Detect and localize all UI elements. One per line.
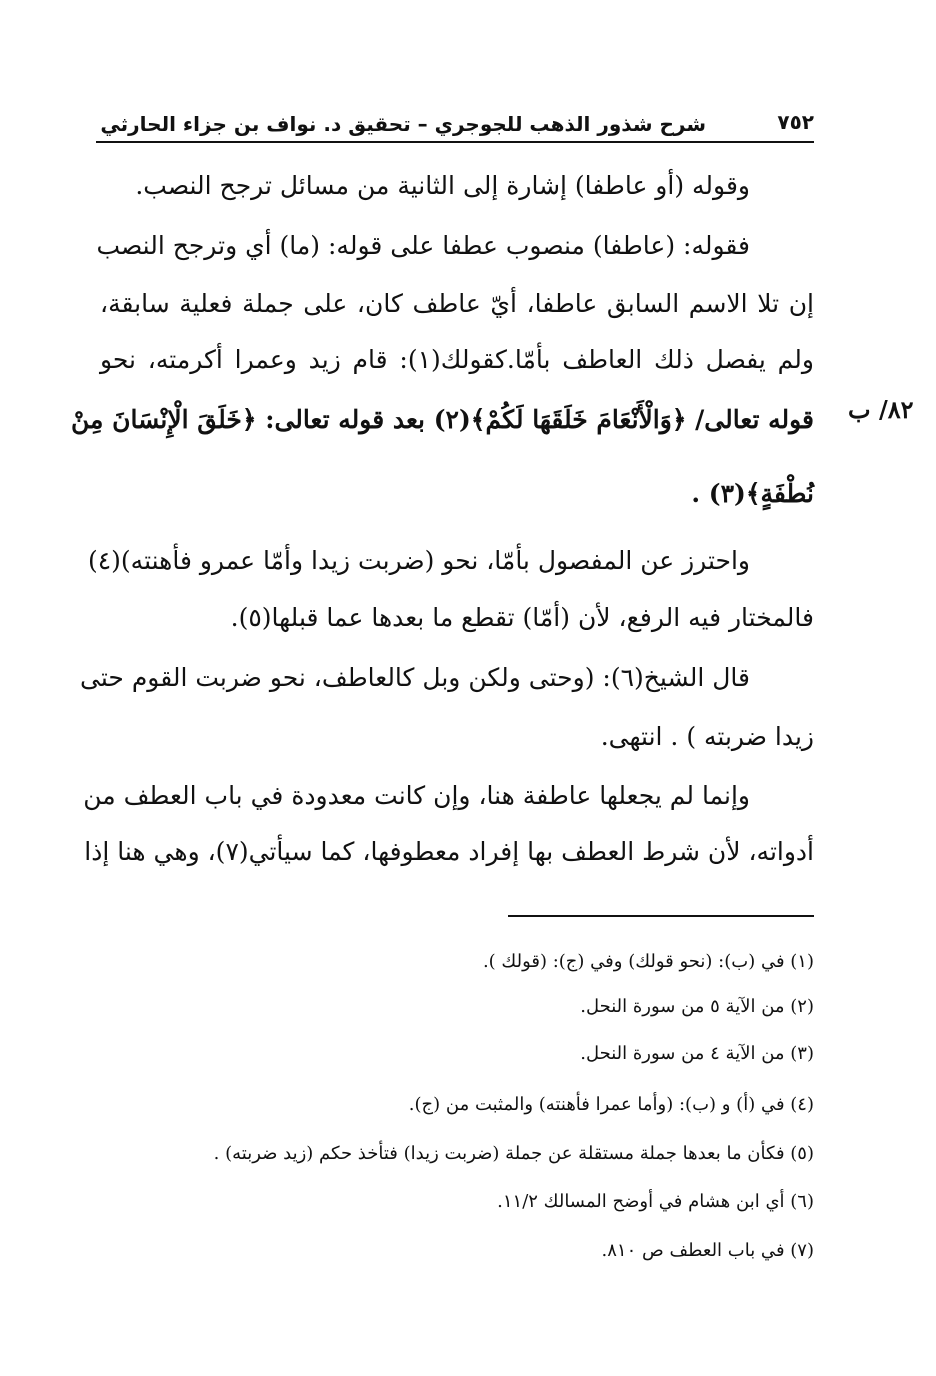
header-rule (96, 141, 814, 143)
footnote: (٥) فكأن ما بعدها جملة مستقلة عن جملة (ضربت زيدا) فتأخذ حكم (زيد ضربته) . (213, 1143, 814, 1164)
body-line: فقوله: (عاطفا) منصوب عطفا على قوله: (ما) أي وترجح النصب (96, 231, 750, 260)
body-line: واحترز عن المفصول بأمّا، نحو (ضربت زيدا وأمّا عمرو فأهنته)(٤) (87, 546, 750, 575)
footnote: (١) في (ب): (نحو قولك) وفي (ج): (قولك ). (482, 951, 814, 972)
manuscript-folio-note: ٨٢/ ب (848, 395, 914, 424)
running-header (96, 108, 814, 140)
footnote: (٣) من الآية ٤ من سورة النحل. (580, 1043, 814, 1064)
body-line: زيدا ضربته ) . انتهى. (600, 722, 814, 751)
footnote: (٤) في (أ) و (ب): (وأما عمرا فأهنته) والمثبت من (ج). (408, 1094, 814, 1115)
footnote: (٧) في باب العطف ص ٨١٠. (601, 1240, 814, 1261)
header-title: شرح شذور الذهب للجوجري – تحقيق د. نواف بن جزاء الحارثي (100, 112, 706, 136)
body-line: وإنما لم يجعلها عاطفة هنا، وإن كانت معدودة في باب العطف من (83, 781, 750, 810)
body-line: فالمختار فيه الرفع، لأن (أمّا) تقطع ما بعدها عما قبلها(٥). (230, 603, 814, 632)
body-line: أدواته، لأن شرط العطف بها إفراد معطوفها، كما سيأتي(٧)، وهي هنا إذا (84, 837, 814, 866)
body-line: ولم يفصل ذلك العاطف بأمّا.كقولك(١): قام زيد وعمرا أكرمته، نحو (100, 345, 814, 374)
body-line: قال الشيخ(٦): (وحتى ولكن وبل كالعاطف، نحو ضربت القوم حتى (80, 663, 750, 692)
footnote-rule (508, 915, 814, 917)
body-line: وقوله (أو عاطفا) إشارة إلى الثانية من مسائل ترجح النصب. (135, 171, 750, 200)
body-line: إن تلا الاسم السابق عاطفا، أيّ عاطف كان، على جملة فعلية سابقة، (100, 289, 814, 318)
footnote: (٢) من الآية ٥ من سورة النحل. (580, 996, 814, 1017)
footnote: (٦) أي ابن هشام في أوضح المسالك ١١/٢. (497, 1191, 814, 1212)
body-line: قوله تعالى/ ﴿وَالْأَنْعَامَ خَلَقَهَا لَكُمْ﴾(٢) بعد قوله تعالى: ﴿خَلَقَ الْإِنْسَانَ مِنْ (71, 405, 814, 434)
body-line: نُطْفَةٍ﴾(٣) . (691, 479, 814, 508)
page-number: ٧٥٢ (777, 110, 814, 134)
